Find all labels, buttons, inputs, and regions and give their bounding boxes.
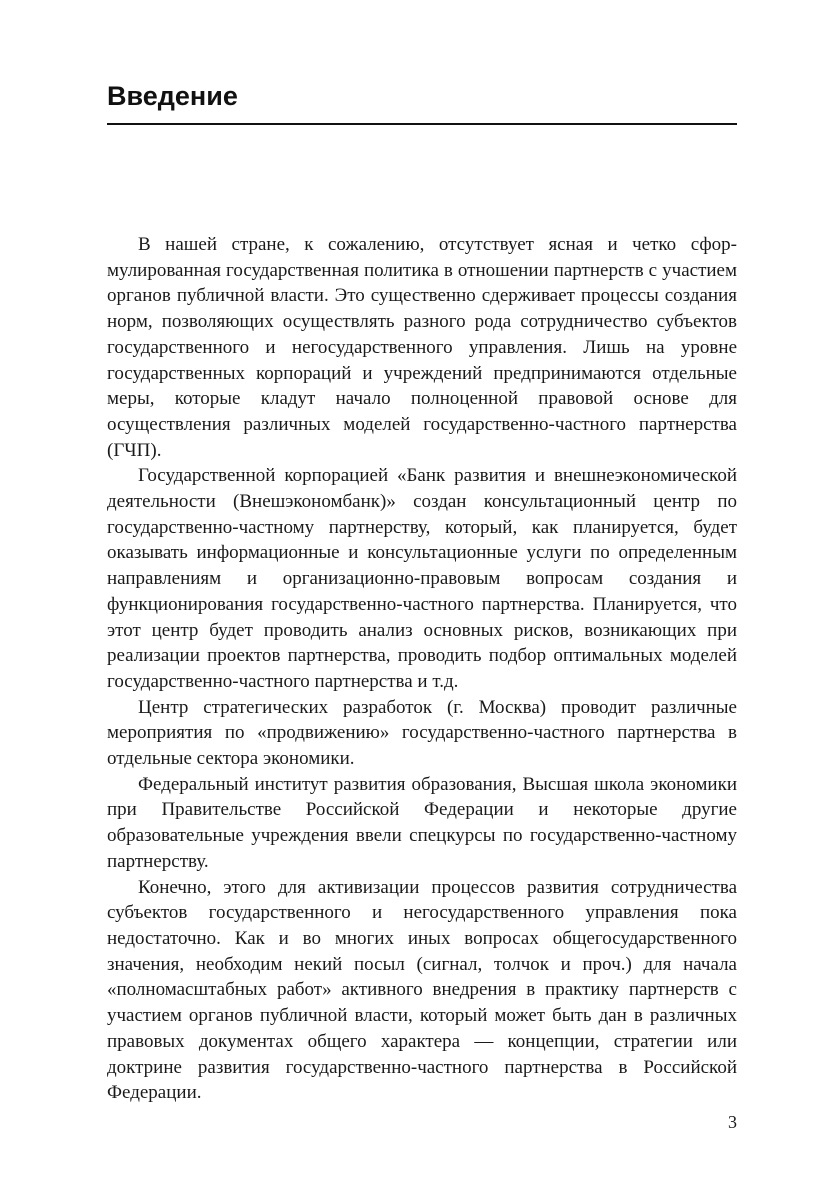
paragraph: Федеральный институт развития образования, Высшая школа экономики при Правительстве Российской Федерации и некоторые другие образовательные учреждения ввели спецкурсы по государственно-частному партнерству. [107, 773, 737, 872]
paragraph: Государственной корпорацией «Банк развития и внешнеэкономической деятельности (Внешэкономбанк)» создан консультационный центр по государственно-частному партнерству, который, как планируется, будет оказывать информационные и консультационные услуги по определенным направлениям и организационно-правовым вопросам создания и функционирования государственно-частного партнерства. Планируется, что этот центр будет проводить анализ основных рисков, возникающих при реализации проектов партнерства, проводить подбор оптимальных моделей государственно-частного партнерства и т.д. [107, 465, 737, 692]
paragraph: В нашей стране, к сожалению, отсутствует ясная и четко сформулированная государственная политика в отношении партнерств с участием органов публичной власти. Это существенно сдерживает процессы создания норм, позволяющих осуществлять разного рода сотрудничество субъектов государственного и негосударственного управления. Лишь на уровне государственных корпораций и учреждений предпринимаются отдельные меры, которые кладут начало полноценной правовой основе для осуществления различных моделей государственно-частного партнерства (ГЧП). [107, 234, 737, 461]
chapter-title: Введение [107, 81, 238, 111]
paragraph: Конечно, этого для активизации процессов развития сотрудничества субъектов государственного и негосударственного управления пока недостаточно. Как и во многих иных вопросах общегосударственного значения, необходим некий посыл (сигнал, толчок и проч.) для начала «полномасштабных работ» активного внедрения в практику партнерств с участием органов публичной власти, который может быть дан в различных правовых документах общего характера — концепции, стратегии или доктрине развития государственно-частного партнерства в Российской Федерации. [107, 876, 737, 1104]
title-underline-rule [107, 123, 737, 125]
paragraph: Центр стратегических разработок (г. Москва) проводит различные мероприятия по «продвижению» государственно-частного партнерства в отдельные сектора экономики. [107, 696, 737, 770]
page-number: 3 [728, 1112, 737, 1132]
body-text [107, 232, 737, 1106]
